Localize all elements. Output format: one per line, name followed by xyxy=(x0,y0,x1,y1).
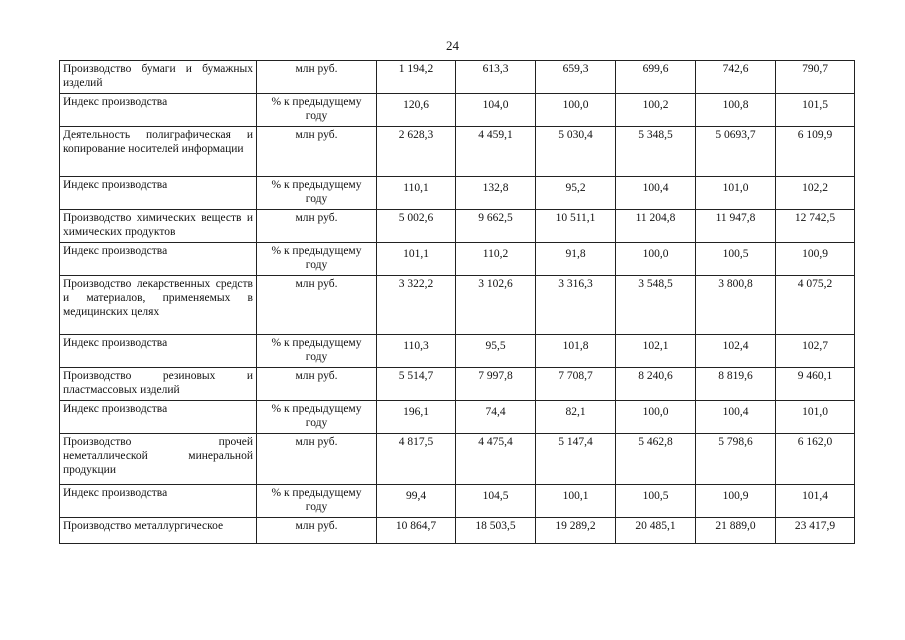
value-cell: 102,2 xyxy=(776,177,855,210)
table-row xyxy=(60,518,855,544)
unit-cell: % к предыдущему году xyxy=(257,335,377,368)
unit-cell: % к предыдущему году xyxy=(257,485,377,518)
value-cell: 11 947,8 xyxy=(696,210,776,243)
value-cell: 100,1 xyxy=(536,485,616,518)
value-cell: 132,8 xyxy=(456,177,536,210)
indicator-name-cell: Производство металлургическое xyxy=(60,518,257,544)
value-cell: 102,4 xyxy=(696,335,776,368)
value-cell: 3 800,8 xyxy=(696,276,776,335)
value-cell: 104,0 xyxy=(456,94,536,127)
value-cell: 101,8 xyxy=(536,335,616,368)
table-row xyxy=(60,434,855,485)
value-cell: 3 548,5 xyxy=(616,276,696,335)
value-cell: 4 475,4 xyxy=(456,434,536,485)
value-cell: 6 109,9 xyxy=(776,127,855,177)
value-cell: 101,0 xyxy=(696,177,776,210)
value-cell: 82,1 xyxy=(536,401,616,434)
value-cell: 5 798,6 xyxy=(696,434,776,485)
indicator-name-cell: Производство резиновых и пластмассовых изделий xyxy=(60,368,257,401)
value-cell: 100,5 xyxy=(696,243,776,276)
value-cell: 10 864,7 xyxy=(377,518,456,544)
value-cell: 102,1 xyxy=(616,335,696,368)
table-row xyxy=(60,127,855,177)
value-cell: 100,9 xyxy=(696,485,776,518)
value-cell: 101,1 xyxy=(377,243,456,276)
unit-cell: млн руб. xyxy=(257,61,377,94)
value-cell: 23 417,9 xyxy=(776,518,855,544)
value-cell: 8 240,6 xyxy=(616,368,696,401)
value-cell: 4 459,1 xyxy=(456,127,536,177)
indicator-name-cell: Деятельность полиграфическая и копирование носителей информации xyxy=(60,127,257,177)
table-row xyxy=(60,210,855,243)
value-cell: 91,8 xyxy=(536,243,616,276)
table-row xyxy=(60,243,855,276)
table-row xyxy=(60,276,855,335)
unit-cell: млн руб. xyxy=(257,434,377,485)
value-cell: 12 742,5 xyxy=(776,210,855,243)
value-cell: 3 322,2 xyxy=(377,276,456,335)
value-cell: 659,3 xyxy=(536,61,616,94)
data-table xyxy=(59,60,855,544)
indicator-name-cell: Индекс производства xyxy=(60,401,257,434)
unit-cell: % к предыдущему году xyxy=(257,177,377,210)
table-row xyxy=(60,485,855,518)
value-cell: 699,6 xyxy=(616,61,696,94)
value-cell: 18 503,5 xyxy=(456,518,536,544)
unit-cell: млн руб. xyxy=(257,210,377,243)
indicator-name-cell: Производство прочей неметаллической минеральной продукции xyxy=(60,434,257,485)
indicator-name-cell: Производство химических веществ и химических продуктов xyxy=(60,210,257,243)
value-cell: 2 628,3 xyxy=(377,127,456,177)
indicator-name-cell: Индекс производства xyxy=(60,243,257,276)
value-cell: 4 075,2 xyxy=(776,276,855,335)
value-cell: 110,3 xyxy=(377,335,456,368)
value-cell: 95,5 xyxy=(456,335,536,368)
value-cell: 102,7 xyxy=(776,335,855,368)
table-row xyxy=(60,177,855,210)
value-cell: 74,4 xyxy=(456,401,536,434)
value-cell: 10 511,1 xyxy=(536,210,616,243)
value-cell: 5 348,5 xyxy=(616,127,696,177)
table-row xyxy=(60,61,855,94)
page-number: 24 xyxy=(446,38,459,53)
value-cell: 1 194,2 xyxy=(377,61,456,94)
value-cell: 5 514,7 xyxy=(377,368,456,401)
value-cell: 104,5 xyxy=(456,485,536,518)
value-cell: 101,4 xyxy=(776,485,855,518)
value-cell: 6 162,0 xyxy=(776,434,855,485)
value-cell: 613,3 xyxy=(456,61,536,94)
table-row xyxy=(60,94,855,127)
unit-cell: % к предыдущему году xyxy=(257,243,377,276)
value-cell: 5 462,8 xyxy=(616,434,696,485)
value-cell: 7 708,7 xyxy=(536,368,616,401)
table-row xyxy=(60,335,855,368)
value-cell: 110,1 xyxy=(377,177,456,210)
value-cell: 4 817,5 xyxy=(377,434,456,485)
value-cell: 5 147,4 xyxy=(536,434,616,485)
value-cell: 5 0693,7 xyxy=(696,127,776,177)
value-cell: 100,8 xyxy=(696,94,776,127)
unit-cell: % к предыдущему году xyxy=(257,94,377,127)
value-cell: 100,0 xyxy=(616,401,696,434)
unit-cell: млн руб. xyxy=(257,518,377,544)
value-cell: 100,2 xyxy=(616,94,696,127)
unit-cell: млн руб. xyxy=(257,127,377,177)
value-cell: 100,0 xyxy=(536,94,616,127)
value-cell: 742,6 xyxy=(696,61,776,94)
value-cell: 9 662,5 xyxy=(456,210,536,243)
value-cell: 100,5 xyxy=(616,485,696,518)
value-cell: 7 997,8 xyxy=(456,368,536,401)
indicator-name-cell: Индекс производства xyxy=(60,335,257,368)
value-cell: 196,1 xyxy=(377,401,456,434)
value-cell: 21 889,0 xyxy=(696,518,776,544)
value-cell: 9 460,1 xyxy=(776,368,855,401)
unit-cell: млн руб. xyxy=(257,276,377,335)
value-cell: 19 289,2 xyxy=(536,518,616,544)
indicator-name-cell: Индекс производства xyxy=(60,177,257,210)
value-cell: 790,7 xyxy=(776,61,855,94)
table-row xyxy=(60,401,855,434)
table-row xyxy=(60,368,855,401)
value-cell: 95,2 xyxy=(536,177,616,210)
value-cell: 5 030,4 xyxy=(536,127,616,177)
value-cell: 101,0 xyxy=(776,401,855,434)
value-cell: 100,9 xyxy=(776,243,855,276)
value-cell: 3 102,6 xyxy=(456,276,536,335)
value-cell: 8 819,6 xyxy=(696,368,776,401)
value-cell: 120,6 xyxy=(377,94,456,127)
value-cell: 20 485,1 xyxy=(616,518,696,544)
indicator-name-cell: Индекс производства xyxy=(60,94,257,127)
indicator-name-cell: Индекс производства xyxy=(60,485,257,518)
unit-cell: млн руб. xyxy=(257,368,377,401)
value-cell: 100,0 xyxy=(616,243,696,276)
value-cell: 11 204,8 xyxy=(616,210,696,243)
value-cell: 100,4 xyxy=(616,177,696,210)
indicator-name-cell: Производство бумаги и бумажных изделий xyxy=(60,61,257,94)
unit-cell: % к предыдущему году xyxy=(257,401,377,434)
value-cell: 100,4 xyxy=(696,401,776,434)
value-cell: 101,5 xyxy=(776,94,855,127)
value-cell: 3 316,3 xyxy=(536,276,616,335)
value-cell: 110,2 xyxy=(456,243,536,276)
indicator-name-cell: Производство лекарственных средств и материалов, применяемых в медицинских целях xyxy=(60,276,257,335)
value-cell: 5 002,6 xyxy=(377,210,456,243)
value-cell: 99,4 xyxy=(377,485,456,518)
